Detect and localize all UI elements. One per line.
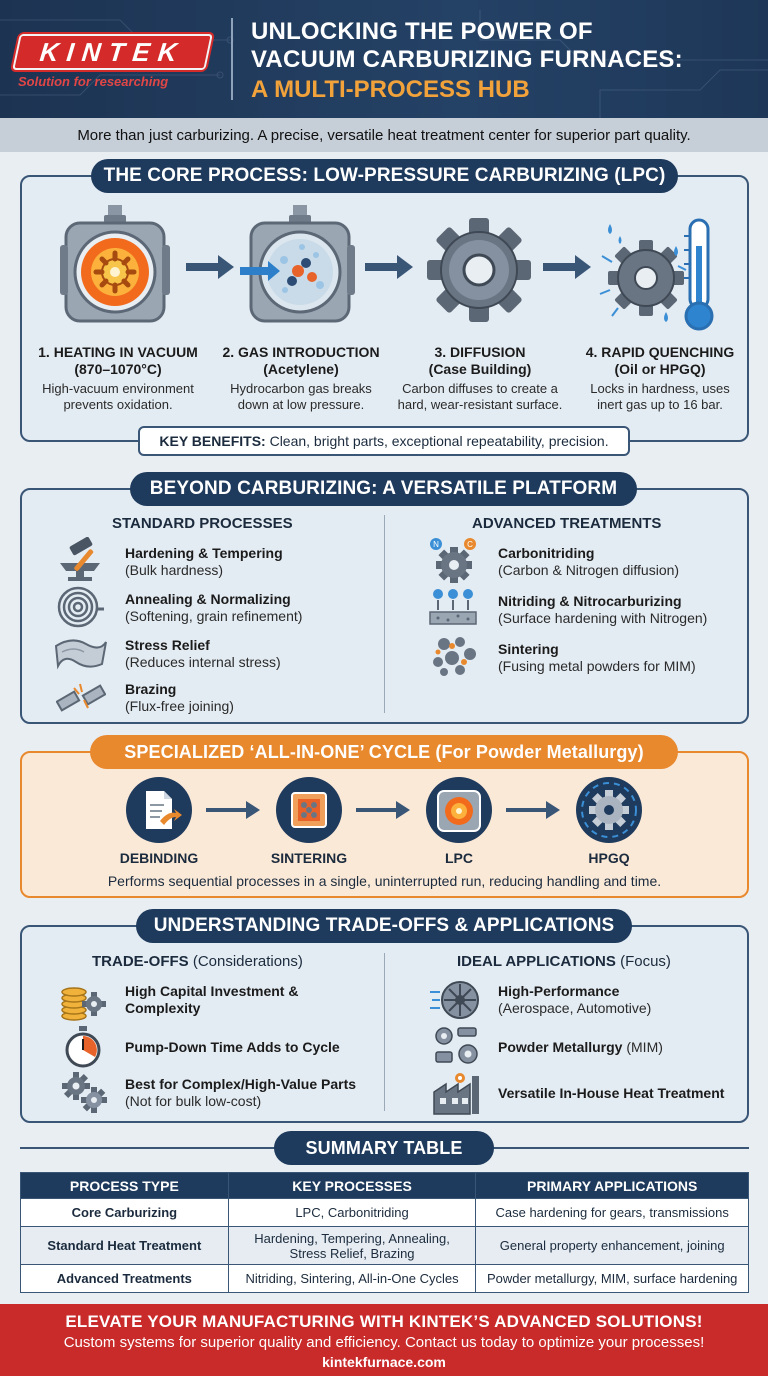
table-cell (228, 1199, 476, 1227)
step-desc: hard, wear-resistant surface. (397, 397, 563, 412)
hpgq-gear-icon (574, 775, 644, 845)
step-desc: Locks in hardness, uses (590, 381, 730, 396)
item-title: Stress Relief (125, 637, 210, 653)
cell-line: Nitriding, Sintering, All-in-One Cycles (245, 1271, 459, 1286)
summary-table-heading: SUMMARY TABLE (274, 1131, 494, 1165)
cell-line: LPC, Carbonitriding (295, 1205, 409, 1220)
gas-chamber-icon (240, 205, 360, 330)
factory-icon (432, 1070, 482, 1116)
item-title: Hardening & Tempering (125, 545, 283, 561)
all-in-one-heading: SPECIALIZED ‘ALL-IN-ONE’ CYCLE (For Powder Metallurgy) (90, 735, 678, 769)
coins-gear-icon (60, 978, 106, 1022)
advanced-treatments-heading: ADVANCED TREATMENTS (472, 515, 662, 532)
page-title-line-1: UNLOCKING THE POWER OF (251, 18, 593, 45)
powder-particles-icon (430, 634, 478, 678)
item-title: Brazing (125, 681, 177, 697)
table-row (21, 1227, 749, 1265)
carbonitriding-gear-icon (428, 537, 478, 583)
table-cell: Case hardening for gears, transmissions (476, 1199, 749, 1227)
debinding-document-icon (124, 775, 194, 845)
item-desc: (Surface hardening with Nitrogen) (498, 610, 708, 626)
column-divider (384, 953, 385, 1111)
table-cell (228, 1265, 476, 1293)
mim-parts-icon (432, 1024, 482, 1068)
list-item (125, 1039, 375, 1056)
list-item (498, 545, 748, 579)
step-desc: High-vacuum environment (42, 381, 194, 396)
sintering-icon (274, 775, 344, 845)
footer-headline: ELEVATE YOUR MANUFACTURING WITH KINTEK’S ADVANCED SOLUTIONS! (65, 1312, 703, 1331)
column-header: PROCESS TYPE (21, 1173, 229, 1199)
step-subtitle: (Case Building) (428, 361, 532, 377)
item-desc: (Not for bulk low-cost) (125, 1093, 262, 1109)
header-divider (231, 18, 233, 100)
step-desc: inert gas up to 16 bar. (597, 397, 723, 412)
item-desc: (Carbon & Nitrogen diffusion) (498, 562, 680, 578)
step-diffusion (384, 344, 576, 413)
svg-text:C: C (467, 540, 473, 549)
footer-text: Custom systems for superior quality and efficiency. Contact us today to optimize your processes! (63, 1334, 705, 1351)
page-title-line-2: VACUUM CARBURIZING FURNACES: (251, 46, 683, 73)
summary-table (20, 1172, 749, 1293)
item-desc: (Reduces internal stress) (125, 654, 281, 670)
step-title: 2. GAS INTRODUCTION (222, 344, 380, 360)
cycle-step-label: LPC (445, 850, 473, 866)
cycle-step-label: DEBINDING (119, 850, 199, 866)
item-title: Pump-Down Time Adds to Cycle (125, 1039, 340, 1055)
table-cell (228, 1227, 476, 1265)
quench-thermometer-icon (598, 216, 718, 334)
subtitle-bar (0, 118, 768, 152)
column-header: PRIMARY APPLICATIONS (476, 1173, 749, 1199)
cell-line: Hardening, Tempering, Annealing, (254, 1230, 450, 1246)
list-item (125, 983, 375, 1017)
column-header: KEY PROCESSES (228, 1173, 476, 1199)
kintek-logo: KINTEK (12, 34, 213, 70)
step-desc: Hydrocarbon gas breaks (230, 381, 372, 396)
table-row (21, 1265, 749, 1293)
step-subtitle: (870–1070°C) (74, 361, 162, 377)
list-item (125, 1076, 383, 1110)
item-desc: (Aerospace, Automotive) (498, 1000, 652, 1016)
column-heading-bold: TRADE-OFFS (92, 953, 189, 970)
step-subtitle: (Acetylene) (263, 361, 339, 377)
logo-tagline: Solution for researching (18, 74, 169, 89)
item-title: High Capital Investment & (125, 983, 299, 999)
applications-column-heading (457, 953, 671, 970)
item-title: Versatile In-House Heat Treatment (498, 1085, 725, 1101)
list-item (498, 983, 748, 1017)
tradeoffs-heading: UNDERSTANDING TRADE-OFFS & APPLICATIONS (136, 909, 632, 943)
list-item (498, 1039, 748, 1057)
step-rapid-quenching (564, 344, 756, 413)
item-desc: (Fusing metal powders for MIM) (498, 658, 696, 674)
step-desc: down at low pressure. (237, 397, 365, 412)
page-title-line-3: A MULTI-PROCESS HUB (251, 76, 530, 103)
table-cell: Core Carburizing (21, 1199, 229, 1227)
item-desc: (Bulk hardness) (125, 562, 224, 578)
footer-banner (0, 1304, 768, 1376)
arrow-right-icon (365, 252, 415, 282)
column-heading-sub: (Considerations) (188, 953, 303, 970)
list-item (125, 545, 375, 579)
item-desc: (MIM) (622, 1039, 663, 1055)
table-row (21, 1199, 749, 1227)
cell-line: Stress Relief, Brazing (289, 1245, 415, 1261)
lpc-chamber-icon (424, 775, 494, 845)
list-item (125, 637, 375, 671)
table-cell: General property enhancement, joining (476, 1227, 749, 1265)
step-desc: Carbon diffuses to create a (402, 381, 558, 396)
list-item (498, 1085, 758, 1102)
step-title: 3. DIFFUSION (434, 344, 526, 360)
cycle-step-label: HPGQ (588, 850, 630, 866)
column-divider (384, 515, 385, 713)
core-process-heading: THE CORE PROCESS: LOW-PRESSURE CARBURIZING (LPC) (91, 159, 678, 193)
arrow-right-icon (543, 252, 593, 282)
step-title: 1. HEATING IN VACUUM (38, 344, 198, 360)
arrow-right-icon (206, 797, 262, 823)
subtitle-text: More than just carburizing. A precise, versatile heat treatment center for superior part quality. (77, 126, 691, 144)
standard-processes-heading: STANDARD PROCESSES (112, 515, 293, 532)
item-title: Sintering (498, 641, 559, 657)
key-benefits-box (138, 426, 630, 456)
table-cell: Advanced Treatments (21, 1265, 229, 1293)
item-desc: (Flux-free joining) (125, 698, 234, 714)
list-item (125, 591, 375, 625)
item-title: Nitriding & Nitrocarburizing (498, 593, 682, 609)
step-gas-introduction (205, 344, 397, 413)
metal-sheet-icon (54, 634, 108, 674)
item-title: Complexity (125, 1000, 201, 1016)
item-title: Carbonitriding (498, 545, 595, 561)
arrow-right-icon (186, 252, 236, 282)
website-link[interactable]: kintekfurnace.com (322, 1354, 446, 1370)
item-title: Annealing & Normalizing (125, 591, 291, 607)
versatile-platform-heading: BEYOND CARBURIZING: A VERSATILE PLATFORM (130, 472, 637, 506)
step-subtitle: (Oil or HPGQ) (614, 361, 706, 377)
svg-text:N: N (433, 540, 439, 549)
table-header-row (21, 1173, 749, 1199)
cycle-step-label: SINTERING (270, 850, 348, 866)
list-item (498, 641, 748, 675)
hammer-anvil-icon (54, 537, 108, 583)
nitriding-icon (428, 588, 478, 628)
item-title: Powder Metallurgy (498, 1039, 623, 1055)
table-cell: Standard Heat Treatment (21, 1227, 229, 1265)
brazing-icon (56, 678, 106, 718)
tradeoffs-column-heading (92, 953, 303, 970)
all-in-one-caption: Performs sequential processes in a single, uninterrupted run, reducing handling and time. (107, 873, 662, 889)
list-item (498, 593, 748, 627)
step-heating (22, 344, 214, 413)
turbine-icon (430, 978, 482, 1022)
gear-icon (427, 215, 532, 325)
step-title: 4. RAPID QUENCHING (585, 344, 735, 360)
step-desc: prevents oxidation. (63, 397, 173, 412)
column-heading-sub: (Focus) (615, 953, 671, 970)
coil-icon (56, 585, 104, 629)
arrow-right-icon (506, 797, 562, 823)
list-item (125, 681, 375, 715)
stopwatch-icon (62, 1026, 104, 1068)
vacuum-chamber-heating-icon (60, 205, 170, 330)
item-desc: (Softening, grain refinement) (125, 608, 303, 624)
key-benefits-label: KEY BENEFITS: (159, 433, 266, 449)
column-heading-bold: IDEAL APPLICATIONS (457, 953, 616, 970)
table-cell: Powder metallurgy, MIM, surface hardening (476, 1265, 749, 1293)
header-banner (0, 0, 768, 118)
arrow-right-icon (356, 797, 412, 823)
item-title: High-Performance (498, 983, 620, 999)
gears-icon (60, 1070, 108, 1114)
key-benefits-text: Clean, bright parts, exceptional repeatability, precision. (265, 433, 609, 449)
item-title: Best for Complex/High-Value Parts (125, 1076, 357, 1092)
